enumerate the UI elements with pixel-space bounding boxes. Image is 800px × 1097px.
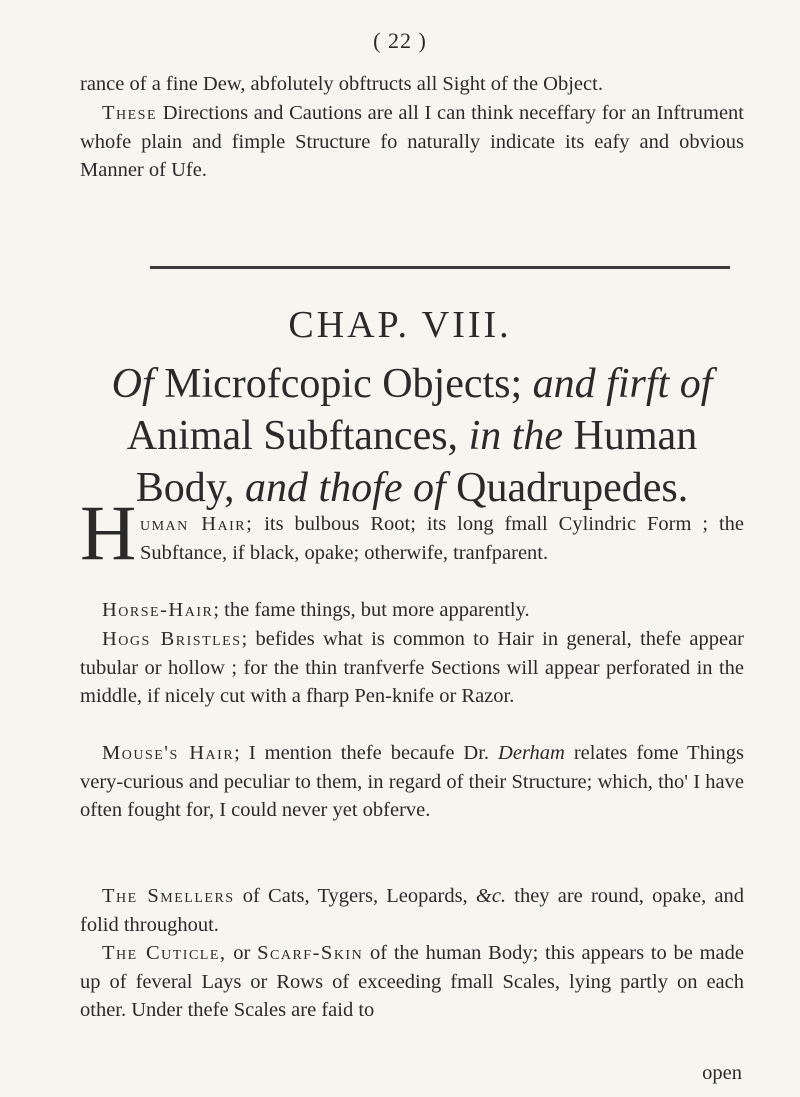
continued-line: rance of a fine Dew, abfolutely obftructs all Sight of the Object. (80, 73, 603, 95)
paragraph-directions (80, 99, 744, 185)
paragraph-human-hair (140, 510, 744, 567)
chapter-title-line-3 (80, 462, 744, 514)
paragraph-text: ; the fame things, but more apparently. (213, 599, 530, 621)
paragraph-text: Directions and Cautions are all I can think neceffary for an Inftrument whofe plain and fimple Structure fo naturally indicate its eafy and obvious Manner of Ufe. (80, 102, 744, 181)
section-divider (150, 266, 730, 269)
paragraph-text: they are round, opake, and folid throughout. (80, 885, 745, 936)
paragraph-lead: Horse-Hair (102, 599, 214, 621)
paragraph-lead: These (102, 102, 158, 124)
title-word: Of (111, 361, 154, 407)
paragraph-text: ; befides what is common to Hair in general, thefe appear tubular or hollow ; for the thin tranfverfe Sections will appear perforated in the middle, if nicely cut with a fharp Pen-knife or Razor. (80, 628, 744, 707)
paragraph-text: or (233, 942, 251, 964)
paragraph-horse-hair (80, 596, 744, 625)
paragraph-text: of Cats, Tygers, Leopards, (242, 885, 468, 907)
paragraph-lead: The Cuticle, (102, 942, 227, 964)
paragraph-lead: uman Hair; (140, 513, 254, 535)
title-word: and firft of (532, 361, 713, 407)
paragraph-text: relates fome Things very-curious and peculiar to them, in regard of their Structure; which, tho' I have often fought for, I could never yet obferve. (80, 742, 744, 821)
paragraph-smellers (80, 882, 744, 939)
drop-cap: H (80, 489, 137, 576)
paragraph-lead: The Smellers (102, 885, 235, 907)
paragraph-cuticle (80, 939, 744, 1025)
chapter-heading: CHAP. VIII. (288, 304, 512, 346)
paragraph-mouse-hair (80, 739, 744, 825)
paragraph-lead: Scarf-Skin (257, 942, 364, 964)
chapter-title-line-1 (80, 358, 744, 410)
title-word: Animal Subftances, (126, 413, 459, 459)
paragraph-continued (80, 70, 744, 99)
page-number: ( 22 ) (373, 28, 427, 53)
title-word: Human (573, 413, 698, 459)
paragraph-text: ; I mention thefe becaufe Dr. (234, 742, 490, 764)
title-word: in the (468, 413, 564, 459)
catchword: open (702, 1062, 742, 1084)
paragraph-lead: Hogs Bristles (102, 628, 242, 650)
paragraph-hogs-bristles (80, 625, 744, 711)
title-word: Quadrupedes. (456, 465, 689, 511)
title-word: Body, (135, 465, 235, 511)
author-name: Derham (498, 742, 565, 764)
paragraph-text: its bulbous Root; its long fmall Cylindric Form ; the Subftance, if black, opake; otherwife, tranfparent. (140, 513, 744, 564)
title-word: Microfcopic Objects; (164, 361, 523, 407)
chapter-title-line-2 (80, 410, 744, 462)
paragraph-lead: Mouse's Hair (102, 742, 235, 764)
title-word: and thofe of (245, 465, 446, 511)
paragraph-text: of the human Body; this appears to be made up of feveral Lays or Rows of exceeding fmall Scales, lying partly on each other. Under thefe Scales are faid to (80, 942, 745, 1021)
etcetera: &c. (475, 885, 507, 907)
